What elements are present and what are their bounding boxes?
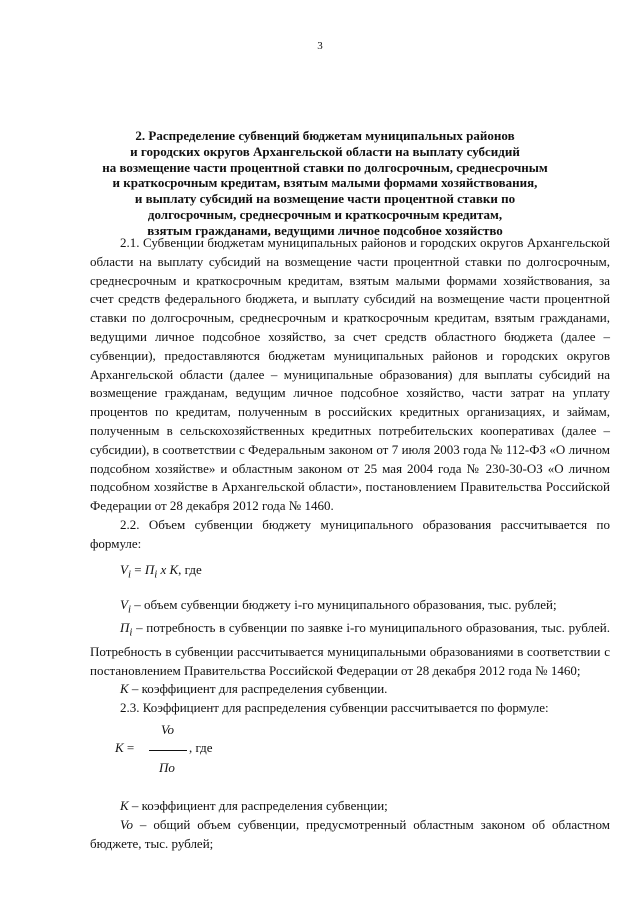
definition-k [90, 680, 610, 699]
definition-k-2 [90, 797, 610, 816]
definition-vo [90, 816, 610, 854]
formula-k: К [169, 562, 179, 577]
formula-coefficient [115, 722, 315, 782]
def-pi-sub: i [129, 626, 133, 639]
formula-v-sub: i [127, 568, 131, 581]
def-vi-text: – объем субвенции бюджету i-го муниципального образования, тыс. рублей; [130, 597, 557, 612]
fraction-eq: = [123, 740, 135, 755]
def-vi-symbol: V [120, 597, 128, 612]
heading-line: и городских округов Архангельской области на выплату субсидий [130, 143, 520, 159]
heading-line: и краткосрочным кредитам, взятым малыми формами хозяйствования, [112, 175, 538, 191]
paragraph-2-1: 2.1. Субвенции бюджетам муниципальных районов и городских округов Архангельской области на выплату субсидий на возмещение части процентной ставки по долгосрочным, среднесрочным и краткосрочным кредитам, взятым малыми формами хозяйствования, за счет средств федерального бюджета, и выплату субсидий на возмещение части процентной ставки по долгосрочным, среднесрочным и краткосрочным кредитам, взятым гражданами, ведущими личное подсобное хозяйство, за счет средств областного бюджета (далее – субвенции), предоставляются бюджетам муниципальных районов и городских округов Архангельской области (далее – муниципальные образования) для выплаты субсидий на возмещение гражданам, ведущим личное подсобное хозяйство, части затрат на уплату процентов по кредитам, полученным в российских кредитных организациях, и займам, полученным в сельскохозяйственных кредитных потребительских кооперативах (далее – субсидии), в соответствии с Федеральным законом от 7 июля 2003 года № 112-ФЗ «О личном подсобном хозяйстве» и областным законом от 25 мая 2004 года № 230-30-ОЗ «О личном подсобном хозяйстве в Архангельской области», постановлением Правительства Российской Федерации от 28 декабря 2012 года № 1460. [90, 235, 610, 514]
heading-line: взятым гражданами, ведущими личное подсобное хозяйство [147, 222, 503, 238]
fraction-numerator: Vo [161, 722, 174, 737]
heading-line: 2. Распределение субвенций бюджетам муниципальных районов [135, 128, 515, 143]
formula-suffix: , где [178, 562, 202, 577]
formula-v: V [120, 562, 128, 577]
definitions-2 [90, 797, 610, 853]
heading-line: на возмещение части процентной ставки по долгосрочным, среднесрочным [102, 159, 548, 175]
formula-times: x [157, 562, 170, 577]
def-pi-text: – потребность в субвенции по заявке i-го муниципального образования, тыс. рублей. Потребность в субвенции рассчитывается муниципальными образованиями в соответствии с постановлением Правительства Российской Федерации от 28 декабря 2012 года № 1460; [90, 620, 610, 678]
heading-line: и выплату субсидий на возмещение части процентной ставки по [134, 191, 516, 207]
def-vo-symbol: Vo [120, 816, 133, 832]
def-k-text: – коэффициент для распределения субвенции. [128, 681, 388, 697]
definition-vi [90, 596, 610, 619]
formula-eq: = [130, 562, 145, 577]
body-text [90, 234, 610, 554]
formula-p-sub: i [154, 568, 158, 581]
paragraph-2-3: 2.3. Коэффициент для распределения субвенции рассчитывается по формуле: [120, 700, 549, 716]
def-pi-symbol: П [120, 620, 130, 636]
fraction-lhs [115, 740, 134, 756]
fraction-denominator: По [159, 760, 175, 775]
def-k2-text: – коэффициент для распределения субвенции; [128, 798, 388, 813]
page-number: 3 [317, 40, 323, 52]
heading-line: долгосрочным, среднесрочным и краткосрочным кредитам, [147, 206, 503, 222]
formula-p: П [144, 562, 155, 577]
def-vo-text: – общий объем субвенции, предусмотренный областным законом об областном бюджете, тыс. рублей; [90, 816, 610, 851]
fraction-bar [149, 750, 187, 751]
fraction-k: К [115, 740, 124, 755]
definitions-1 [90, 596, 610, 718]
paragraph-2-2: 2.2. Объем субвенции бюджету муниципального образования рассчитывается по формуле: [90, 516, 610, 551]
section-heading [90, 128, 560, 239]
definition-pi [90, 619, 610, 680]
def-k-symbol: К [120, 681, 129, 697]
def-vi-sub: i [127, 603, 131, 616]
fraction-suffix: , где [189, 740, 213, 755]
def-k2-symbol: К [120, 798, 129, 813]
formula-subvention [120, 562, 202, 581]
